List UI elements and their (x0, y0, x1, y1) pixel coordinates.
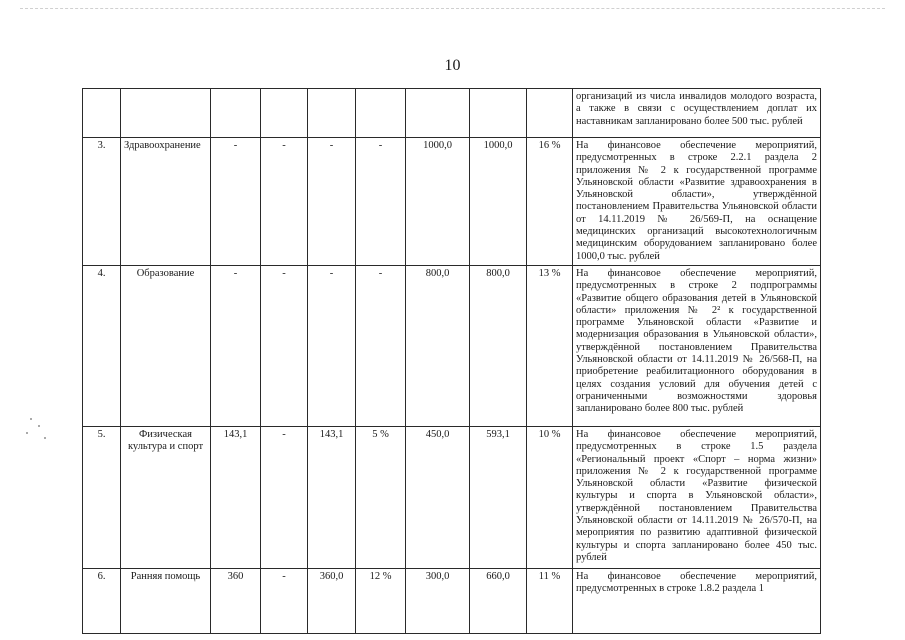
scan-speck (38, 425, 40, 427)
cell-pct: 16 % (527, 138, 573, 266)
cell-v1: - (211, 265, 261, 426)
cell-v5 (406, 89, 470, 138)
cell-description: На финансовое обеспечение мероприятий, предусмотренных в строке 2.2.1 раздела 2 приложения № 2 к государственной программе Ульяновской области «Развитие здравоохранения в Ульяновской области», утверждённой постановлением Правительства Ульяновской области от 14.11.2019 № 26/569-П, на оснащение медицинских организаций высокотехнологичным медицинским оборудованием запланировано более 1000,0 тыс. рублей (573, 138, 821, 266)
cell-v6: 1000,0 (470, 138, 527, 266)
cell-v5: 450,0 (406, 426, 470, 568)
cell-v4: 12 % (356, 568, 406, 633)
cell-v1 (211, 89, 261, 138)
cell-num: 3. (83, 138, 121, 266)
cell-v3: 143,1 (308, 426, 356, 568)
cell-v1: - (211, 138, 261, 266)
cell-name: Физическая культура и спорт (121, 426, 211, 568)
cell-v3: 360,0 (308, 568, 356, 633)
cell-description: На финансовое обеспечение мероприятий, предусмотренных в строке 1.8.2 раздела 1 (573, 568, 821, 633)
cell-description: организаций из числа инвалидов молодого возраста, а также в связи с осуществлением доплат их наставникам запланировано более 500 тыс. рублей (573, 89, 821, 138)
cell-name: Образование (121, 265, 211, 426)
cell-v2: - (261, 265, 308, 426)
page-number: 10 (444, 57, 461, 74)
cell-pct: 13 % (527, 265, 573, 426)
cell-v6: 593,1 (470, 426, 527, 568)
scan-speck (26, 432, 28, 434)
table-row-continuation (83, 89, 821, 138)
cell-pct: 10 % (527, 426, 573, 568)
cell-num (83, 89, 121, 138)
cell-name: Ранняя помощь (121, 568, 211, 633)
cell-num: 4. (83, 265, 121, 426)
cell-v4: - (356, 265, 406, 426)
scan-speck (44, 437, 46, 439)
cell-name (121, 89, 211, 138)
scan-edge-line (20, 8, 885, 9)
cell-v2 (261, 89, 308, 138)
cell-pct (527, 89, 573, 138)
cell-v4: 5 % (356, 426, 406, 568)
cell-description: На финансовое обеспечение мероприятий, предусмотренных в строке 1.5 раздела «Региональный проект «Спорт – норма жизни» приложения № 2 к государственной программе Ульяновской области «Развитие физической культуры и спорта в Ульяновской области», утверждённой постановлением Правительства Ульяновской области от 14.11.2019 № 26/570-П, на мероприятия по развитию адаптивной физической культуры и спорта запланировано более 450 тыс. рублей (573, 426, 821, 568)
cell-v6: 800,0 (470, 265, 527, 426)
cell-description: На финансовое обеспечение мероприятий, предусмотренных в строке 2 подпрограммы «Развитие общего образования детей в Ульяновской области» приложения № 2² к государственной программе Ульяновской области «Развитие и модернизация образования в Ульяновской области», утверждённой постановлением Правительства Ульяновской области от 14.11.2019 № 26/568-П, на приобретение реабилитационного оборудования в целях создания условий для обучения детей с ограниченными возможностями здоровья запланировано более 800 тыс. рублей (573, 265, 821, 426)
cell-v6: 660,0 (470, 568, 527, 633)
cell-name: Здравоохранение (121, 138, 211, 266)
cell-v1: 360 (211, 568, 261, 633)
cell-v2: - (261, 138, 308, 266)
cell-v2: - (261, 426, 308, 568)
scan-speck (30, 418, 32, 420)
cell-v3: - (308, 138, 356, 266)
cell-v5: 1000,0 (406, 138, 470, 266)
cell-v3 (308, 89, 356, 138)
cell-v4: - (356, 138, 406, 266)
cell-v5: 800,0 (406, 265, 470, 426)
cell-v3: - (308, 265, 356, 426)
table-row (83, 138, 821, 266)
table-row (83, 568, 821, 633)
cell-v1: 143,1 (211, 426, 261, 568)
cell-v6 (470, 89, 527, 138)
table-row (83, 426, 821, 568)
table-row (83, 265, 821, 426)
cell-num: 6. (83, 568, 121, 633)
budget-table (82, 88, 821, 634)
cell-num: 5. (83, 426, 121, 568)
cell-pct: 11 % (527, 568, 573, 633)
cell-v2: - (261, 568, 308, 633)
cell-v5: 300,0 (406, 568, 470, 633)
cell-v4 (356, 89, 406, 138)
